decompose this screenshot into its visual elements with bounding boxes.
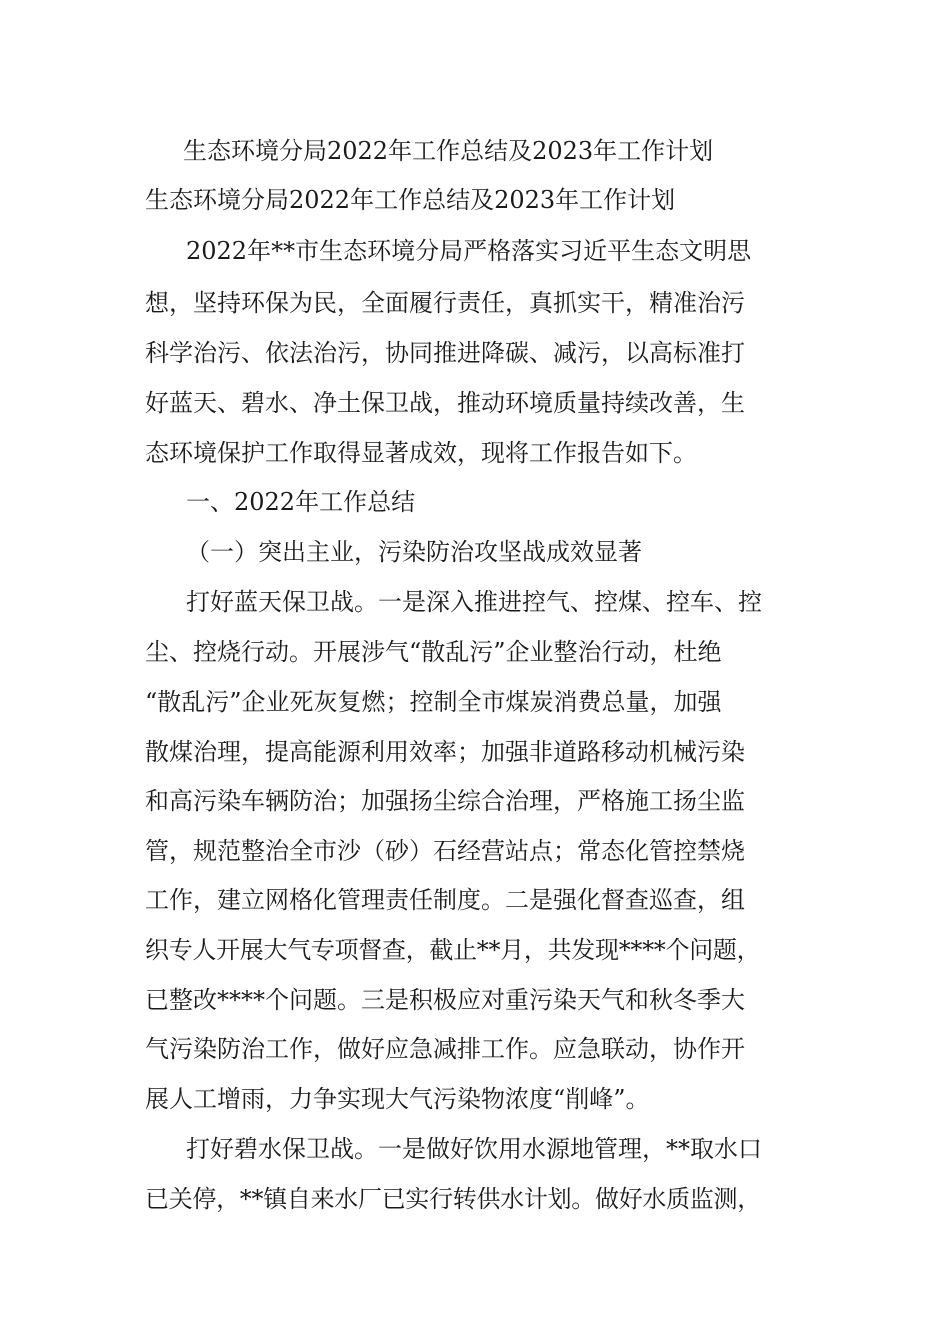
paragraph-line: 态环境保护工作取得显著成效，现将工作报告如下。 (145, 439, 697, 467)
paragraph-line: 管，规范整治全市沙（砂）石经营站点；常态化管控禁烧 (145, 837, 745, 865)
paragraph-line: 好蓝天、碧水、净土保卫战，推动环境质量持续改善，生 (145, 389, 745, 417)
section-heading: 一、2022年工作总结 (186, 488, 416, 516)
paragraph-line: 工作，建立网格化管理责任制度。二是强化督查巡查，组 (145, 886, 745, 914)
paragraph-line: 打好碧水保卫战。一是做好饮用水源地管理，**取水口 (186, 1135, 762, 1163)
paragraph-line: 气污染防治工作，做好应急减排工作。应急联动，协作开 (145, 1035, 745, 1063)
paragraph-line: 已关停，**镇自来水厂已实行转供水计划。做好水质监测， (145, 1185, 761, 1213)
paragraph-line: “散乱污”企业死灰复燃；控制全市煤炭消费总量，加强 (145, 688, 722, 716)
paragraph-line: 展人工增雨，力争实现大气污染物浓度“削峰”。 (145, 1085, 650, 1113)
paragraph-line: 和高污染车辆防治；加强扬尘综合治理，严格施工扬尘监 (145, 787, 745, 815)
paragraph-line: 科学治污、依法治污，协同推进降碳、减污，以高标准打 (145, 339, 745, 367)
paragraph-line: 想，坚持环保为民，全面履行责任，真抓实干，精准治污 (145, 289, 745, 317)
paragraph-line: 织专人开展大气专项督查，截止**月，共发现****个问题， (145, 936, 761, 964)
paragraph-line: 散煤治理，提高能源利用效率；加强非道路移动机械污染 (145, 738, 745, 766)
document-header-title: 生态环境分局2022年工作总结及2023年工作计划 (183, 137, 714, 165)
paragraph-line: 2022年**市生态环境分局严格落实习近平生态文明思 (186, 237, 752, 265)
paragraph-line: 打好蓝天保卫战。一是深入推进控气、控煤、控车、控 (186, 588, 762, 616)
paragraph-line: 尘、控烧行动。开展涉气“散乱污”企业整治行动，杜绝 (145, 638, 722, 666)
document-title: 生态环境分局2022年工作总结及2023年工作计划 (145, 186, 676, 214)
subsection-heading: （一）突出主业，污染防治攻坚战成效显著 (186, 538, 642, 566)
paragraph-line: 已整改****个问题。三是积极应对重污染天气和秋冬季大 (145, 986, 745, 1014)
